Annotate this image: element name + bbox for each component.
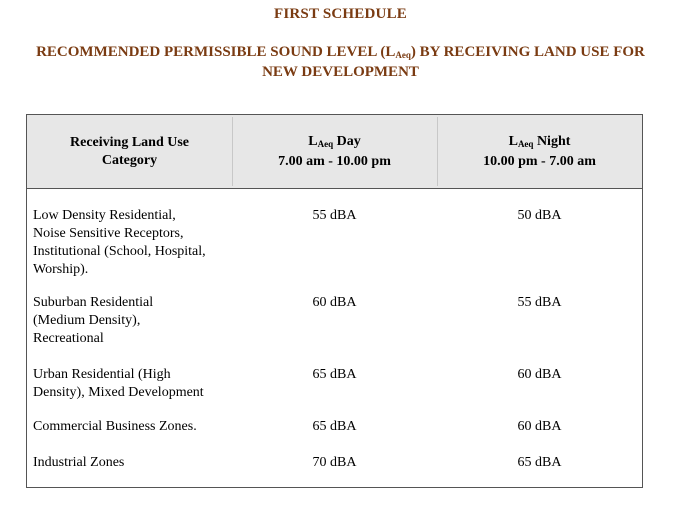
row-night-level: 55 dBA bbox=[517, 295, 562, 310]
header-night-time: 10.00 pm - 7.00 am bbox=[483, 153, 596, 169]
row-night-level: 60 dBA bbox=[517, 419, 562, 434]
header-day-suffix: Day bbox=[333, 133, 361, 149]
row-category bbox=[33, 366, 233, 402]
document-title: FIRST SCHEDULE bbox=[274, 6, 407, 22]
row-category bbox=[33, 207, 233, 279]
row-day-level: 55 dBA bbox=[312, 208, 357, 223]
row-category bbox=[33, 418, 233, 436]
header-day-prefix: L bbox=[308, 133, 318, 149]
header-category-line2: Category bbox=[101, 152, 158, 168]
header-night bbox=[437, 115, 642, 188]
header-category bbox=[27, 115, 232, 188]
row-night-level: 65 dBA bbox=[517, 455, 562, 470]
table-header bbox=[27, 115, 642, 189]
category-line: Institutional (School, Hospital, bbox=[33, 244, 206, 259]
category-line: (Medium Density), bbox=[33, 313, 141, 328]
subtitle-line-two: NEW DEVELOPMENT bbox=[262, 64, 419, 80]
subtitle-text-end: ) BY RECEIVING LAND USE FOR bbox=[410, 44, 645, 60]
subtitle-text-start: RECOMMENDED PERMISSIBLE SOUND LEVEL (L bbox=[36, 44, 396, 60]
row-category bbox=[33, 454, 233, 472]
row-day-level: 70 dBA bbox=[312, 455, 357, 470]
category-line: Industrial Zones bbox=[33, 455, 125, 470]
category-line: Commercial Business Zones. bbox=[33, 419, 197, 434]
header-night-label bbox=[509, 133, 571, 153]
row-day-level: 60 dBA bbox=[312, 295, 357, 310]
subtitle-subscript: Aeq bbox=[395, 50, 411, 60]
document-subtitle bbox=[20, 44, 661, 81]
header-night-subscript: Aeq bbox=[517, 138, 534, 149]
header-day bbox=[232, 115, 437, 188]
category-line: Suburban Residential bbox=[33, 295, 154, 310]
category-line: Worship). bbox=[33, 262, 89, 277]
category-line: Noise Sensitive Receptors, bbox=[33, 226, 184, 241]
category-line: Urban Residential (High bbox=[33, 367, 171, 382]
row-day-level: 65 dBA bbox=[312, 419, 357, 434]
category-line: Low Density Residential, bbox=[33, 208, 176, 223]
header-category-line1: Receiving Land Use bbox=[70, 134, 189, 150]
header-night-suffix: Night bbox=[533, 133, 571, 149]
category-line: Density), Mixed Development bbox=[33, 385, 204, 400]
row-category bbox=[33, 294, 233, 348]
header-day-time: 7.00 am - 10.00 pm bbox=[278, 153, 391, 169]
row-night-level: 60 dBA bbox=[517, 367, 562, 382]
header-day-label bbox=[308, 133, 360, 153]
row-day-level: 65 dBA bbox=[312, 367, 357, 382]
header-night-prefix: L bbox=[508, 133, 518, 149]
category-line: Recreational bbox=[33, 331, 104, 346]
sound-level-table bbox=[26, 114, 643, 488]
row-night-level: 50 dBA bbox=[517, 208, 562, 223]
header-day-subscript: Aeq bbox=[317, 138, 334, 149]
